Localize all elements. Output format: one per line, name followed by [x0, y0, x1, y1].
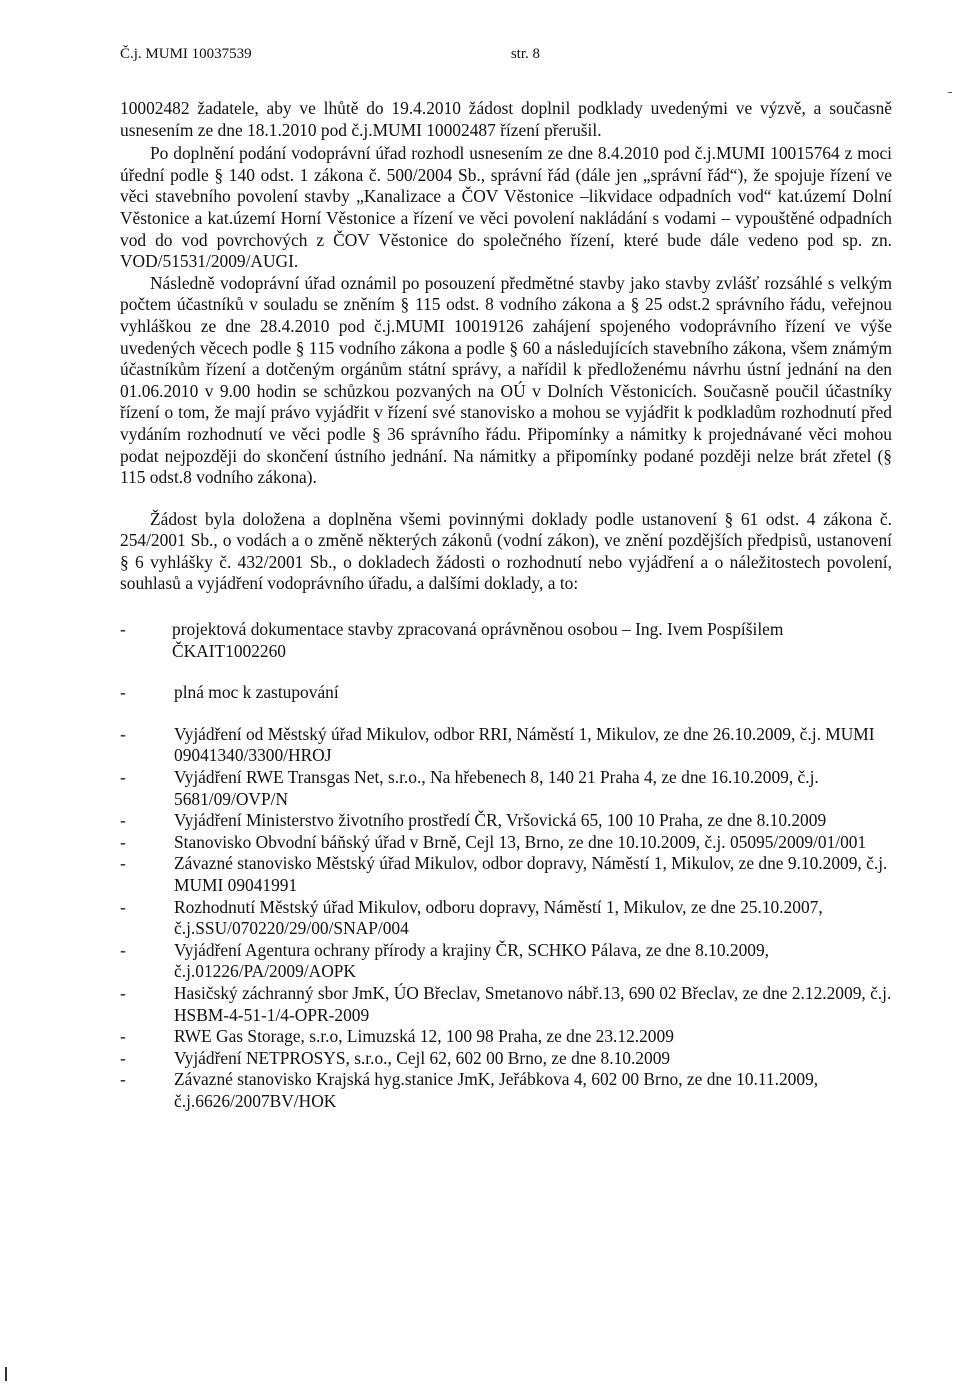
paragraph-4: Žádost byla doložena a doplněna všemi povinnými doklady podle ustanovení § 61 odst. 4 zákona č. 254/2001 Sb., o vodách a o změně některých zákonů (vodní zákon), ve znění pozdějších předpisů, ustanovení § 6 vyhlášky č. 432/2001 Sb., o dokladech žádosti o rozhodnutí nebo vyjádření a o náležitostech povolení, souhlasů a vyjádření vodoprávního úřadu, a dalšími doklady, a to:: [120, 508, 892, 594]
list-item-text: Vyjádření Ministerstvo životního prostředí ČR, Vršovická 65, 100 10 Praha, ze dne 8.10.2009: [174, 810, 827, 831]
list-item: [120, 897, 892, 940]
list-item-text: projektová dokumentace stavby zpracovaná oprávněnou osobou – Ing. Ivem Pospíšilem ČKAIT1002260: [172, 619, 784, 661]
list-item: [120, 810, 892, 832]
list-item-text: Vyjádření NETPROSYS, s.r.o., Cejl 62, 602 00 Brno, ze dne 8.10.2009: [174, 1047, 671, 1068]
list-dash: -: [120, 982, 126, 1003]
list-item-text: plná moc k zastupování: [174, 682, 339, 703]
list-item: [120, 983, 892, 1026]
list-item: [120, 853, 892, 896]
list-item: [120, 1026, 892, 1048]
paragraph-1: 10002482 žadatele, aby ve lhůtě do 19.4.2010 žádost doplnil podklady uvedenými ve výzvě, a současně usnesením ze dne 18.1.2010 pod č.j.MUMI 10002487 řízení přerušil.: [120, 98, 892, 140]
list-item: [120, 940, 892, 983]
list-item-text: Rozhodnutí Městský úřad Mikulov, odboru dopravy, Náměstí 1, Mikulov, ze dne 25.10.2007, č.j.SSU/070220/29/00/SNAP/004: [174, 896, 823, 939]
list-item: [120, 619, 892, 662]
list-item-text: Závazné stanovisko Krajská hyg.stanice JmK, Jeřábkova 4, 602 00 Brno, ze dne 10.11.2009, č.j.6626/2007BV/HOK: [174, 1069, 819, 1111]
scan-mark: [5, 1367, 7, 1381]
list-item-text: Závazné stanovisko Městský úřad Mikulov, odbor dopravy, Náměstí 1, Mikulov, ze dne 9.10.2009, č.j. MUMI 09041991: [174, 853, 888, 895]
list-dash: -: [120, 853, 126, 874]
paragraph-3: Následně vodoprávní úřad oznámil po posouzení předmětné stavby jako stavby zvlášť rozsáhlé s velkým počtem účastníků v souladu se zněním § 115 odst. 8 vodního zákona a § 25 odst.2 správního řádu, veřejnou vyhláškou ze dne 28.4.2010 pod č.j.MUMI 10019126 zahájení spojeného vodoprávního řízení ve výše uvedených věcech podle § 115 vodního zákona a podle § 60 a následujících stavebního zákona, všem známým účastníkům řízení a dotčeným orgánům státní správy, a nařídil k předloženému návrhu ústní jednání na den 01.06.2010 v 9.00 hodin se schůzkou pozvaných na OÚ v Dolních Věstonicích. Současně poučil účastníky řízení o tom, že mají právo vyjádřit v řízení své stanovisko a mohou se vyjádřit k podkladům rozhodnutí před vydáním rozhodnutí ve věci podle § 36 správního řádu. Připomínky a námitky k projednávané věci mohou podat nejpozději do skončení ústního jednání. Na námitky a připomínky podané později nelze brát zřetel (§ 115 odst.8 vodního zákona).: [120, 272, 892, 488]
list-dash: -: [120, 1047, 126, 1068]
list-dash: -: [120, 1026, 126, 1047]
list-dash: -: [120, 619, 126, 640]
document-reference: Č.j. MUMI 10037539: [120, 46, 252, 62]
attachments-sublist: [120, 724, 892, 1113]
list-dash: -: [120, 939, 126, 960]
list-dash: -: [120, 682, 126, 703]
list-item-text: RWE Gas Storage, s.r.o, Limuzská 12, 100 98 Praha, ze dne 23.12.2009: [174, 1026, 674, 1047]
list-item: [120, 1069, 892, 1112]
page-number: str. 8: [510, 46, 540, 62]
list-dash: -: [120, 1069, 126, 1090]
attachments-list: [120, 619, 892, 1112]
paragraph-2: Po doplnění podání vodoprávní úřad rozhodl usnesením ze dne 8.4.2010 pod č.j.MUMI 10015764 z moci úřední podle § 140 odst. 1 zákona č. 500/2004 Sb., správní řád (dále jen „správní řád“), že spojuje řízení ve věci stavebního povolení stavby „Kanalizace a ČOV Věstonice –likvidace odpadních vod“ kat.území Dolní Věstonice a kat.území Horní Věstonice a řízení ve věci povolení nakládání s vodami – vypouštěné odpadních vod do vod povrchových z ČOV Věstonice do společného řízení, které bude dále vedeno pod sp. zn. VOD/51531/2009/AUGI.: [120, 143, 892, 272]
list-item-text: Stanovisko Obvodní báňský úřad v Brně, Cejl 13, Brno, ze dne 10.10.2009, č.j. 05095/2009/01/001: [174, 831, 867, 852]
scan-mark: [948, 92, 952, 93]
list-item: [120, 724, 892, 767]
page-header: [120, 46, 540, 63]
list-dash: -: [120, 831, 126, 852]
list-item: [120, 1048, 892, 1070]
list-dash: -: [120, 723, 126, 744]
list-item: [120, 832, 892, 854]
list-dash: -: [120, 896, 126, 917]
list-item: [120, 682, 892, 704]
list-item-text: Vyjádření od Městský úřad Mikulov, odbor RRI, Náměstí 1, Mikulov, ze dne 26.10.2009, č.j. MUMI 09041340/3300/HROJ: [174, 723, 875, 766]
document-body: [120, 98, 892, 1113]
list-item-text: Vyjádření RWE Transgas Net, s.r.o., Na hřebenech 8, 140 21 Praha 4, ze dne 16.10.2009, č.j. 5681/09/OVP/N: [174, 767, 819, 809]
list-item-text: Vyjádření Agentura ochrany přírody a krajiny ČR, SCHKO Pálava, ze dne 8.10.2009, č.j.01226/PA/2009/AOPK: [174, 939, 770, 982]
list-dash: -: [120, 810, 126, 831]
list-item-text: Hasičský záchranný sbor JmK, ÚO Břeclav, Smetanovo nábř.13, 690 02 Břeclav, ze dne 2.12.2009, č.j. HSBM-4-51-1/4-OPR-2009: [174, 982, 892, 1025]
list-dash: -: [120, 767, 126, 788]
list-item: [120, 767, 892, 810]
